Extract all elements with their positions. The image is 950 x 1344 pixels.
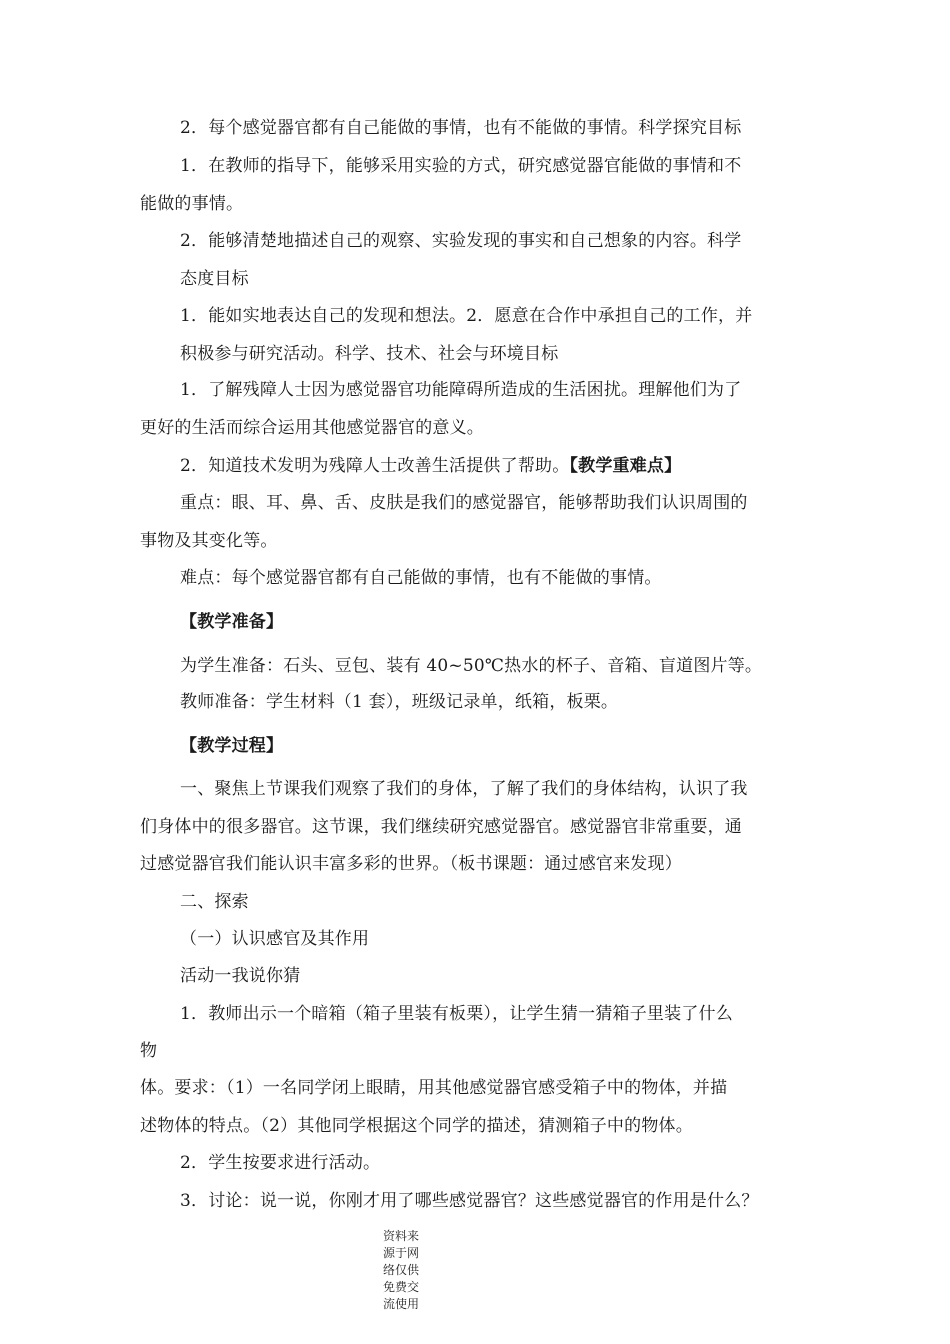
- paragraph-line: 3．讨论：说一说，你刚才用了哪些感觉器官？这些感觉器官的作用是什么？: [180, 1191, 759, 1211]
- paragraph-line: 能做的事情。: [140, 194, 244, 214]
- paragraph-line: 1．在教师的指导下，能够采用实验的方式，研究感觉器官能做的事情和不: [180, 156, 742, 176]
- paragraph-line: 积极参与研究活动。科学、技术、社会与环境目标: [180, 344, 559, 364]
- paragraph-line: 教师准备：学生材料（1 套），班级记录单，纸箱，板栗。: [180, 692, 619, 712]
- paragraph-line: [180, 454, 860, 478]
- paragraph-line: 活动一我说你猜: [180, 966, 301, 986]
- paragraph-line: （一）认识感官及其作用: [180, 929, 370, 949]
- footer-line: 络仅供: [382, 1263, 419, 1277]
- paragraph-line: 事物及其变化等。: [140, 531, 278, 551]
- footer-line: 源于网: [382, 1246, 419, 1260]
- section-heading-key-points: 【教学重难点】: [569, 456, 682, 476]
- paragraph-line: 二、探索: [180, 892, 249, 912]
- section-heading-preparation: 【教学准备】: [180, 612, 284, 632]
- paragraph-line: 为学生准备：石头、豆包、装有 40~50℃热水的杯子、音箱、盲道图片等。: [180, 656, 763, 676]
- footer-line: 资料来: [382, 1229, 419, 1243]
- paragraph-line: 体。要求：（1）一名同学闭上眼睛，用其他感觉器官感受箱子中的物体，并描: [140, 1078, 728, 1098]
- section-heading-process: 【教学过程】: [180, 736, 284, 756]
- paragraph-line: 一、聚焦上节课我们观察了我们的身体，了解了我们的身体结构，认识了我: [180, 779, 748, 799]
- paragraph-line: 过感觉器官我们能认识丰富多彩的世界。（板书课题：通过感官来发现）: [140, 854, 682, 874]
- paragraph-line: 重点：眼、耳、鼻、舌、皮肤是我们的感觉器官，能够帮助我们认识周围的: [180, 493, 748, 513]
- paragraph-line: 述物体的特点。（2）其他同学根据这个同学的描述，猜测箱子中的物体。: [140, 1116, 693, 1136]
- footer-line: 流使用: [382, 1297, 419, 1311]
- paragraph-line: 1．教师出示一个暗箱（箱子里装有板栗），让学生猜一猜箱子里装了什么: [180, 1004, 733, 1024]
- page-footer-note: [378, 1228, 424, 1313]
- paragraph-line: 2．能够清楚地描述自己的观察、实验发现的事实和自己想象的内容。科学: [180, 231, 742, 251]
- paragraph-line: 难点：每个感觉器官都有自己能做的事情，也有不能做的事情。: [180, 568, 662, 588]
- paragraph-line: 2．每个感觉器官都有自己能做的事情，也有不能做的事情。科学探究目标: [180, 118, 742, 138]
- paragraph-line: 1．能如实地表达自己的发现和想法。2．愿意在合作中承担自己的工作，并: [180, 306, 753, 326]
- paragraph-line: 们身体中的很多器官。这节课，我们继续研究感觉器官。感觉器官非常重要，通: [140, 817, 742, 837]
- paragraph-line: 物: [140, 1041, 158, 1061]
- paragraph-text: 2．知道技术发明为残障人士改善生活提供了帮助。: [180, 456, 570, 476]
- footer-line: 免费交: [382, 1280, 419, 1294]
- paragraph-line: 更好的生活而综合运用其他感觉器官的意义。: [140, 418, 484, 438]
- paragraph-line: 2．学生按要求进行活动。: [180, 1153, 381, 1173]
- paragraph-line: 1．了解残障人士因为感觉器官功能障碍所造成的生活困扰。理解他们为了: [180, 380, 742, 400]
- paragraph-line: 态度目标: [180, 269, 249, 289]
